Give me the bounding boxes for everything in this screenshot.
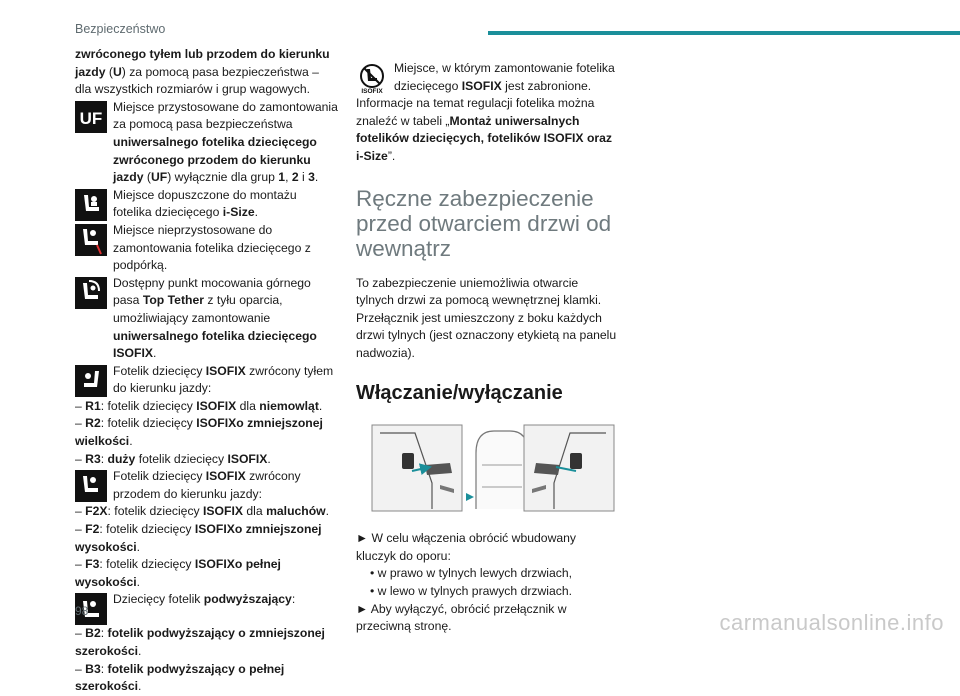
step-disable: ► Aby wyłączyć, obrócić przełącznik w przeciwną stronę. (356, 601, 567, 634)
text-bold: F3 (85, 557, 100, 572)
text: z tyłu oparcia, umożliwiający zamontowanie (113, 293, 283, 325)
intro-paragraph (75, 46, 338, 99)
forward-facing-seat-icon (75, 470, 107, 502)
text: : (291, 592, 296, 607)
text-bold: UF (150, 170, 168, 185)
text: Dostępny punkt mocowania górnego pasa (113, 275, 311, 308)
dash: – (75, 398, 86, 413)
dash: – (75, 504, 86, 519)
text: i (298, 170, 309, 185)
isize-seat-icon (75, 189, 107, 221)
svg-text:ISOFIX: ISOFIX (361, 88, 383, 94)
text: ) za pomocą pasa bezpieczeństwa – dla wszystkich rozmiarów i grup wagowych. (75, 64, 319, 97)
text: . (129, 434, 133, 449)
isofix-forbidden-icon (356, 62, 388, 94)
text-bold: zwróconego tyłem lub przodem do kierunku jazdy (75, 47, 330, 79)
text-bold: uniwersalnego fotelika dziecięcego zwróconego przodem do kierunku jazdy (113, 134, 317, 185)
text: . (254, 205, 258, 220)
text: : (100, 451, 108, 466)
text-bold: fotelik podwyższający o zmniejszonej szerokości (75, 626, 325, 658)
text: : fotelik dziecięcy (99, 522, 195, 537)
text: . (136, 574, 141, 589)
isofix-rear-facing-item (75, 363, 338, 398)
text: Informacje na temat regulacji fotelika można znaleźć w tabeli „ (356, 96, 595, 128)
isofix-forward-facing-item (75, 468, 338, 503)
paragraph: Przełącznik jest umieszczony z boku każdych drzwi tylnych (jest oznaczony etykietą na panelu nadwozia). (356, 310, 617, 360)
text-bold: podwyższający (203, 592, 292, 607)
list-item-r3 (75, 451, 338, 469)
dash: – (75, 661, 86, 676)
bullet-right-door: • w lewo w tylnych prawych drzwiach. (370, 583, 573, 598)
text: dla (243, 504, 267, 519)
text-bold: ISOFIX (205, 363, 246, 378)
text-bold: Top Tether (142, 293, 204, 308)
text-bold: B3 (85, 661, 101, 676)
text-bold: ISOFIX (203, 504, 244, 519)
bullet-left-door: • w prawo w tylnych lewych drzwiach, (370, 566, 573, 581)
right-column (356, 60, 618, 636)
info-paragraph (356, 95, 618, 165)
text: . (138, 644, 142, 658)
list-item-b3 (75, 661, 338, 696)
text: . (318, 398, 323, 413)
text-bold: ISOFIX (196, 398, 237, 413)
support-leg-seat-icon (75, 224, 107, 256)
text: : fotelik dziecięcy (100, 398, 197, 413)
header-section-title: Bezpieczeństwo (75, 22, 166, 36)
text: : fotelik dziecięcy (99, 557, 195, 572)
text-bold: uniwersalnego fotelika dziecięcego ISOFIX (113, 328, 317, 361)
text-bold: R2 (85, 416, 101, 431)
paragraph: To zabezpieczenie uniemożliwia otwarcie tylnych drzwi za pomocą wewnętrznej klamki. (356, 275, 602, 308)
list-item-f2x (75, 503, 338, 521)
text: jest zabronione. (501, 78, 592, 93)
watermark: carmanualsonline.info (719, 610, 944, 635)
text: dla (236, 398, 260, 413)
text-bold: ISOFIX (205, 469, 246, 484)
uf-icon (75, 101, 107, 133)
text: : (100, 661, 108, 676)
text: Miejsce, w którym zamontowanie fotelika dziecięcego (394, 61, 615, 93)
text-bold: Montaż uniwersalnych fotelików dziecięcych, fotelików ISOFIX oraz i-Size (356, 113, 612, 163)
text: . (138, 679, 142, 694)
dash: – (75, 451, 86, 466)
text-bold: ISOFIXo pełnej wysokości (75, 557, 281, 589)
list-item-f3 (75, 556, 338, 591)
text: . (136, 539, 141, 554)
list-item-r2 (75, 415, 338, 450)
text-bold: F2 (85, 522, 100, 537)
left-column (75, 46, 338, 696)
text: ( (105, 64, 113, 79)
text-bold: fotelik podwyższający o pełnej szerokości (75, 661, 285, 694)
text-bold: ISOFIX (227, 451, 268, 466)
top-tether-item (75, 275, 338, 363)
isize-item (75, 187, 338, 222)
subsection-title: Włączanie/wyłączanie (356, 381, 563, 404)
dash: – (75, 557, 86, 572)
text: : fotelik dziecięcy (107, 504, 204, 519)
page-number: 98 (75, 604, 89, 618)
dash: – (75, 626, 86, 641)
header-accent-bar (488, 31, 960, 35)
text: ) wyłącznie dla grup (167, 170, 279, 185)
text: fotelik dziecięcy (135, 451, 228, 466)
text-bold: B2 (85, 626, 101, 641)
text: . (267, 451, 271, 466)
dash: – (75, 522, 86, 537)
top-tether-icon (75, 277, 107, 309)
text: zwrócony przodem do kierunku jazdy: (113, 469, 301, 501)
text: Fotelik dziecięcy (113, 469, 206, 484)
text: zwrócony tyłem do kierunku jazdy: (113, 363, 334, 396)
text-bold: R1 (85, 398, 101, 413)
section-title: Ręczne zabezpieczenie przed otwarciem drzwi od wewnątrz (356, 185, 612, 261)
text: Dziecięcy fotelik (113, 592, 204, 607)
text: , (285, 170, 292, 185)
list-item-f2 (75, 521, 338, 556)
dash: – (75, 416, 86, 431)
text-bold: 2 (291, 170, 299, 185)
text-bold: i-Size (222, 205, 255, 220)
text: . (314, 170, 319, 185)
text-bold: niemowląt (259, 398, 319, 413)
text-bold: 1 (278, 170, 286, 185)
isofix-forbidden-item (356, 60, 618, 95)
text: Miejsce przystosowane do zamontowania za pomocą pasa bezpieczeństwa (113, 99, 338, 132)
text-bold: ISOFIX (461, 78, 502, 93)
list-item-r1 (75, 398, 338, 416)
child-lock-illustration (370, 423, 616, 513)
text: Miejsce dopuszczone do montażu fotelika dziecięcego (113, 187, 297, 220)
svg-text:UF: UF (79, 108, 103, 128)
text: Miejsce nieprzystosowane do zamontowania fotelika dziecięcego z podpórką. (113, 222, 311, 273)
step-enable: ► W celu włączenia obrócić wbudowany kluczyk do oporu: (356, 531, 577, 563)
text: : (100, 626, 108, 641)
support-item (75, 222, 338, 275)
rear-facing-seat-icon (75, 365, 107, 397)
text-bold: ISOFIXo zmniejszonej wysokości (75, 522, 322, 554)
text: . (325, 504, 330, 519)
text: ”. (387, 148, 396, 163)
text-bold: R3 (85, 451, 101, 466)
text-bold: maluchów (266, 504, 326, 519)
text-bold: 3 (308, 170, 315, 185)
text-bold: U (112, 64, 122, 79)
text-bold: duży (107, 451, 136, 466)
text: . (152, 346, 157, 361)
booster-item (75, 591, 338, 625)
uf-item (75, 99, 338, 187)
text-bold: ISOFIXo zmniejszonej wielkości (75, 416, 323, 449)
text: Fotelik dziecięcy (113, 363, 206, 378)
list-item-b2 (75, 625, 338, 660)
text: ( (143, 170, 151, 185)
text-bold: F2X (85, 504, 108, 519)
text: : fotelik dziecięcy (100, 416, 197, 431)
